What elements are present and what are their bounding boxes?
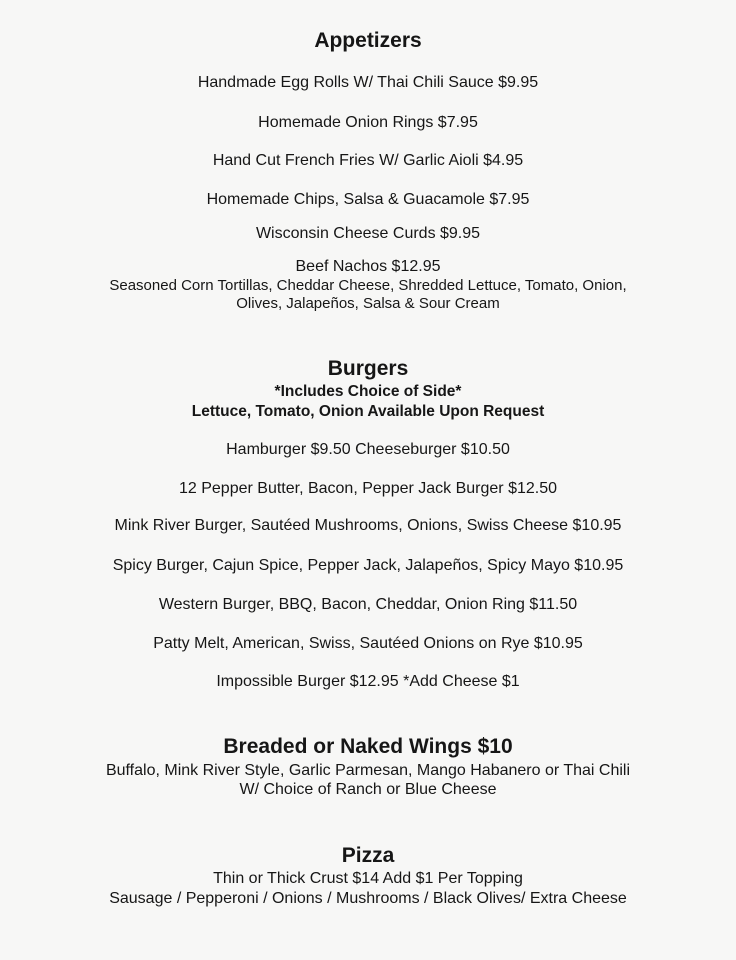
wings-heading: Breaded or Naked Wings $10	[223, 735, 513, 758]
pizza-description: Sausage / Pepperoni / Onions / Mushrooms / Black Olives/ Extra Cheese	[109, 890, 627, 907]
pizza-description: Thin or Thick Crust $14 Add $1 Per Topping	[213, 870, 523, 887]
burgers-note: *Includes Choice of Side*	[274, 383, 462, 400]
nachos-description: Seasoned Corn Tortillas, Cheddar Cheese, Shredded Lettuce, Tomato, Onion,	[109, 277, 627, 294]
burger-item: Impossible Burger $12.95 *Add Cheese $1	[216, 673, 520, 690]
burger-item: Hamburger $9.50 Cheeseburger $10.50	[226, 441, 510, 458]
burger-item: Western Burger, BBQ, Bacon, Cheddar, Onion Ring $11.50	[158, 596, 578, 613]
appetizer-item: Beef Nachos $12.95	[295, 258, 441, 275]
wings-description: Buffalo, Mink River Style, Garlic Parmesan, Mango Habanero or Thai Chili	[105, 762, 631, 779]
burgers-note: Lettuce, Tomato, Onion Available Upon Request	[191, 403, 545, 420]
wings-description: W/ Choice of Ranch or Blue Cheese	[239, 781, 497, 798]
pizza-heading: Pizza	[341, 844, 395, 867]
nachos-description: Olives, Jalapeños, Salsa & Sour Cream	[236, 295, 500, 312]
appetizer-item: Wisconsin Cheese Curds $9.95	[255, 225, 481, 242]
burgers-heading: Burgers	[327, 357, 409, 380]
appetizer-item: Hand Cut French Fries W/ Garlic Aioli $4.95	[212, 152, 524, 169]
appetizers-heading: Appetizers	[314, 29, 422, 52]
burger-item: Patty Melt, American, Swiss, Sautéed Onions on Rye $10.95	[153, 635, 583, 652]
burger-item: Mink River Burger, Sautéed Mushrooms, Onions, Swiss Cheese $10.95	[114, 517, 622, 534]
appetizer-item: Homemade Onion Rings $7.95	[258, 114, 478, 131]
appetizer-item: Homemade Chips, Salsa & Guacamole $7.95	[206, 191, 530, 208]
burger-item: Spicy Burger, Cajun Spice, Pepper Jack, Jalapeños, Spicy Mayo $10.95	[112, 557, 624, 574]
burger-item: 12 Pepper Butter, Bacon, Pepper Jack Burger $12.50	[178, 480, 558, 497]
appetizer-item: Handmade Egg Rolls W/ Thai Chili Sauce $9.95	[197, 74, 539, 91]
